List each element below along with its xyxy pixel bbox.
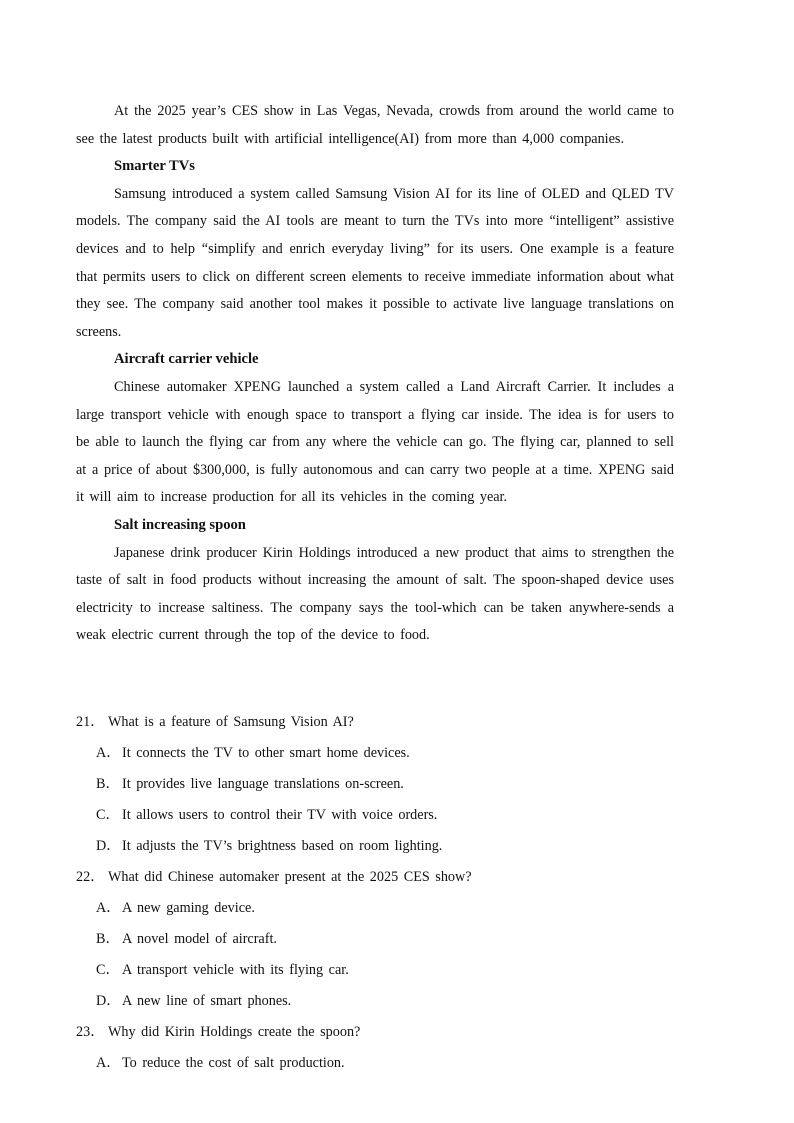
option-text: A new line of smart phones. — [122, 993, 292, 1009]
question-stem — [76, 707, 696, 738]
question-stem — [76, 862, 696, 893]
question-number: 23． — [76, 1024, 105, 1040]
option-letter: C． — [96, 962, 120, 978]
section-text-aircraft-carrier: Chinese automaker XPENG launched a system called a Land Aircraft Carrier. It includes a large transport vehicle with enough space to transport a flying car inside. The idea is for users to be able to launch the flying car from any where the vehicle can go. The flying car, planned to sell at a price of about $300,000, is fully autonomous and can carry two people at a time. XPENG said it will aim to increase production for all its vehicles in the coming year. — [76, 378, 674, 506]
option-a — [76, 893, 696, 924]
section-heading-aircraft-carrier: Aircraft carrier vehicle — [114, 351, 259, 368]
option-text: A transport vehicle with its flying car. — [122, 962, 349, 978]
option-letter: D． — [96, 993, 121, 1009]
option-a — [76, 738, 696, 769]
question-stem — [76, 1017, 696, 1048]
option-a — [76, 1048, 696, 1079]
option-text: It adjusts the TV’s brightness based on room lighting. — [122, 838, 443, 854]
section-text-salt-spoon: Japanese drink producer Kirin Holdings introduced a new product that aims to strengthen the taste of salt in food products without increasing the amount of salt. The spoon-shaped device uses electricity to increase saltiness. The company says the tool-which can be taken anywhere-sends a weak electric current through the top of the device to food. — [76, 544, 674, 644]
option-d — [76, 986, 696, 1017]
option-c — [76, 955, 696, 986]
option-letter: A． — [96, 900, 121, 916]
option-b — [76, 924, 696, 955]
section-text-smarter-tvs: Samsung introduced a system called Samsung Vision AI for its line of OLED and QLED TV models. The company said the AI tools are meant to turn the TVs into more “intelligent” assistive devices and to help “simplify and enrich everyday living” for its users. One example is a feature that permits users to click on different screen elements to receive immediate information about what they see. The company said another tool makes it possible to activate live language translations on screens. — [76, 185, 674, 340]
question-22 — [76, 862, 696, 1017]
question-23 — [76, 1017, 696, 1079]
question-number: 21． — [76, 714, 105, 730]
question-text: What did Chinese automaker present at the 2025 CES show? — [108, 869, 472, 885]
question-21 — [76, 707, 696, 862]
option-text: It provides live language translations on-screen. — [122, 776, 404, 792]
option-c — [76, 800, 696, 831]
question-list — [76, 707, 696, 1079]
section-heading-smarter-tvs: Smarter TVs — [114, 158, 195, 175]
section-heading-salt-spoon: Salt increasing spoon — [114, 516, 246, 533]
option-letter: D． — [96, 838, 121, 854]
option-text: A novel model of aircraft. — [122, 931, 277, 947]
option-text: A new gaming device. — [122, 900, 255, 916]
question-number: 22． — [76, 869, 105, 885]
option-text: It allows users to control their TV with voice orders. — [122, 807, 438, 823]
passage-intro: At the 2025 year’s CES show in Las Vegas, Nevada, crowds from around the world came to see the latest products built with artificial intelligence(AI) from more than 4,000 companies. — [76, 103, 674, 147]
option-letter: B． — [96, 776, 120, 792]
option-b — [76, 769, 696, 800]
question-text: What is a feature of Samsung Vision AI? — [108, 714, 354, 730]
option-letter: C． — [96, 807, 120, 823]
option-letter: A． — [96, 1055, 121, 1071]
option-d — [76, 831, 696, 862]
option-text: To reduce the cost of salt production. — [122, 1055, 345, 1071]
question-text: Why did Kirin Holdings create the spoon? — [108, 1024, 361, 1040]
option-letter: B． — [96, 931, 120, 947]
reading-passage — [76, 98, 674, 650]
option-letter: A． — [96, 745, 121, 761]
option-text: It connects the TV to other smart home devices. — [122, 745, 410, 761]
